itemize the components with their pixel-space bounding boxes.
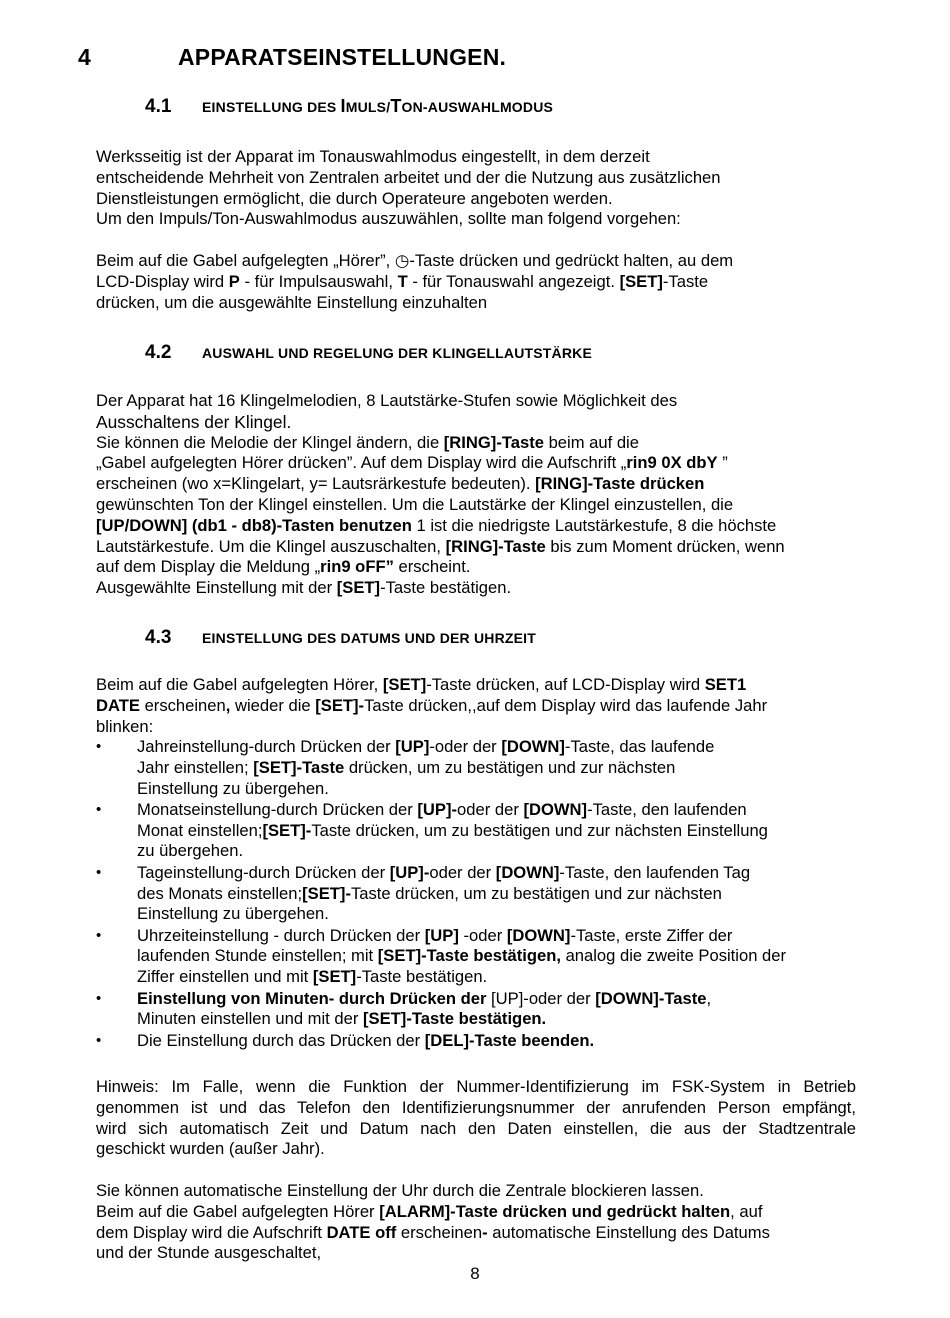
list-item: • Monatseinstellung-durch Drücken der [UP]-oder der [DOWN]-Taste, den laufenden Monat einstellen;[SET]-Taste drücken, um zu bestätigen und zur nächsten Einstellung zu übergehen. bbox=[96, 799, 768, 861]
section-title: EINSTELLUNG DES IMULS/TON-AUSWAHLMODUS bbox=[202, 96, 554, 116]
section-4-1-intro bbox=[96, 147, 856, 230]
clock-icon: ◷ bbox=[394, 251, 410, 270]
text-line: genommen ist und das Telefon den Identifizierungsnummer der anrufenden Person empfängt, bbox=[96, 1097, 856, 1117]
text-line: dem Display wird die Aufschrift DATE off erscheinen- automatische Einstellung des Datums bbox=[96, 1222, 770, 1242]
bullet: • bbox=[96, 989, 102, 1007]
text-line: Um den Impuls/Ton-Auswahlmodus auszuwählen, sollte man folgend vorgehen: bbox=[96, 209, 681, 229]
text-line: geschickt wurden (außer Jahr). bbox=[96, 1139, 325, 1159]
text-line: auf dem Display die Meldung „rin9 oFF” erscheint. bbox=[96, 557, 471, 577]
text-line: Beim auf die Gabel aufgelegten Hörer, [SET]-Taste drücken, auf LCD-Display wird SET1 bbox=[96, 675, 747, 694]
list-item: • Tageinstellung-durch Drücken der [UP]-oder der [DOWN]-Taste, den laufenden Tag des Monats einstellen;[SET]-Taste drücken, um zu bestätigen und zur nächsten Einstellung zu übergehen. bbox=[96, 862, 751, 924]
section-title: AUSWAHL UND REGELUNG DER KLINGELLAUTSTÄRKE bbox=[202, 345, 593, 361]
text-line: Sie können automatische Einstellung der Uhr durch die Zentrale blockieren lassen. bbox=[96, 1181, 704, 1200]
text-line: [UP/DOWN] (db1 - db8)-Tasten benutzen 1 ist die niedrigste Lautstärkestufe, 8 die höchste bbox=[96, 515, 777, 535]
section-title: EINSTELLUNG DES DATUMS UND DER UHRZEIT bbox=[202, 630, 537, 646]
text-line: blinken: bbox=[96, 716, 154, 736]
text-line: und der Stunde ausgeschaltet, bbox=[96, 1243, 322, 1263]
chapter-title: APPARATSEINSTELLUNGEN. bbox=[178, 44, 507, 70]
section-number: 4.3 bbox=[145, 627, 172, 648]
text-line: LCD-Display wird P - für Impulsauswahl, T - für Tonauswahl angezeigt. [SET]-Taste bbox=[96, 271, 709, 291]
text-line: Sie können die Melodie der Klingel ändern, die [RING]-Taste beim auf die bbox=[96, 432, 639, 452]
section-4-1-instructions bbox=[96, 251, 856, 313]
text-line: gewünschten Ton der Klingel einstellen. Um die Lautstärke der Klingel einzustellen, die bbox=[96, 494, 734, 514]
settings-steps-list bbox=[96, 737, 856, 1052]
section-4-3-heading bbox=[145, 627, 536, 649]
final-paragraph bbox=[96, 1181, 856, 1264]
list-item: • Einstellung von Minuten- durch Drücken der [UP]-oder der [DOWN]-Taste, Minuten einstellen und mit der [SET]-Taste bestätigen. bbox=[96, 988, 712, 1029]
page-number: 8 bbox=[470, 1264, 480, 1283]
bullet: • bbox=[96, 800, 102, 818]
section-number: 4.1 bbox=[145, 96, 172, 117]
section-4-3-intro bbox=[96, 675, 856, 737]
bullet: • bbox=[96, 1031, 102, 1049]
list-item: • Die Einstellung durch das Drücken der [DEL]-Taste beenden. bbox=[96, 1030, 595, 1050]
text-line: Ausgewählte Einstellung mit der [SET]-Taste bestätigen. bbox=[96, 578, 512, 598]
list-item: • Uhrzeiteinstellung - durch Drücken der [UP] -oder [DOWN]-Taste, erste Ziffer der laufenden Stunde einstellen; mit [SET]-Taste bestätigen, analog die zweite Position der Ziffer einstellen und mit [SET]-Taste bestätigen. bbox=[96, 925, 787, 987]
list-item: • Jahreinstellung-durch Drücken der [UP]-oder der [DOWN]-Taste, das laufende Jahr einstellen; [SET]-Taste drücken, um zu bestätigen und zur nächsten Einstellung zu übergehen. bbox=[96, 737, 715, 798]
text-line: drücken, um die ausgewählte Einstellung einzuhalten bbox=[96, 292, 488, 312]
text-line: Dienstleistungen ermöglicht, die durch Operateure angeboten werden. bbox=[96, 188, 613, 208]
text-line: Lautstärkestufe. Um die Klingel auszuschalten, [RING]-Taste bis zum Moment drücken, wenn bbox=[96, 536, 785, 556]
text-line: Beim auf die Gabel aufgelegten „Hörer”, ◷-Taste drücken und gedrückt halten, au dem bbox=[96, 251, 734, 270]
note-paragraph bbox=[96, 1077, 856, 1160]
text-line: wird sich automatisch Zeit und Datum nach den Daten einstellen, die aus der Stadtzentrale bbox=[96, 1118, 856, 1138]
text-line: Der Apparat hat 16 Klingelmelodien, 8 Lautstärke-Stufen sowie Möglichkeit des bbox=[96, 391, 678, 410]
section-4-2-heading bbox=[145, 342, 592, 364]
section-4-1-heading bbox=[145, 96, 553, 118]
bullet: • bbox=[96, 863, 102, 881]
text-line: erscheinen (wo x=Klingelart, y= Lautsrärkestufe bedeuten). [RING]-Taste drücken bbox=[96, 474, 705, 494]
text-line: Beim auf die Gabel aufgelegten Hörer [ALARM]-Taste drücken und gedrückt halten, auf bbox=[96, 1201, 763, 1221]
bullet: • bbox=[96, 926, 102, 944]
section-number: 4.2 bbox=[145, 342, 172, 363]
text-line: Ausschaltens der Klingel. bbox=[96, 411, 292, 432]
section-4-2-body bbox=[96, 391, 856, 599]
text-line: „Gabel aufgelegten Hörer drücken”. Auf dem Display wird die Aufschrift „rin9 0X dbY ” bbox=[96, 453, 728, 473]
text-line: Hinweis: Im Falle, wenn die Funktion der Nummer-Identifizierung im FSK-System in Betrieb bbox=[96, 1077, 856, 1096]
text-line: Werksseitig ist der Apparat im Tonauswahlmodus eingestellt, in dem derzeit bbox=[96, 147, 650, 166]
text-line: entscheidende Mehrheit von Zentralen arbeitet und der die Nutzung aus zusätzlichen bbox=[96, 167, 721, 187]
bullet: • bbox=[96, 738, 102, 755]
text-line: DATE erscheinen, wieder die [SET]-Taste drücken,,auf dem Display wird das laufende Jahr bbox=[96, 695, 768, 715]
chapter-number: 4 bbox=[78, 44, 91, 70]
